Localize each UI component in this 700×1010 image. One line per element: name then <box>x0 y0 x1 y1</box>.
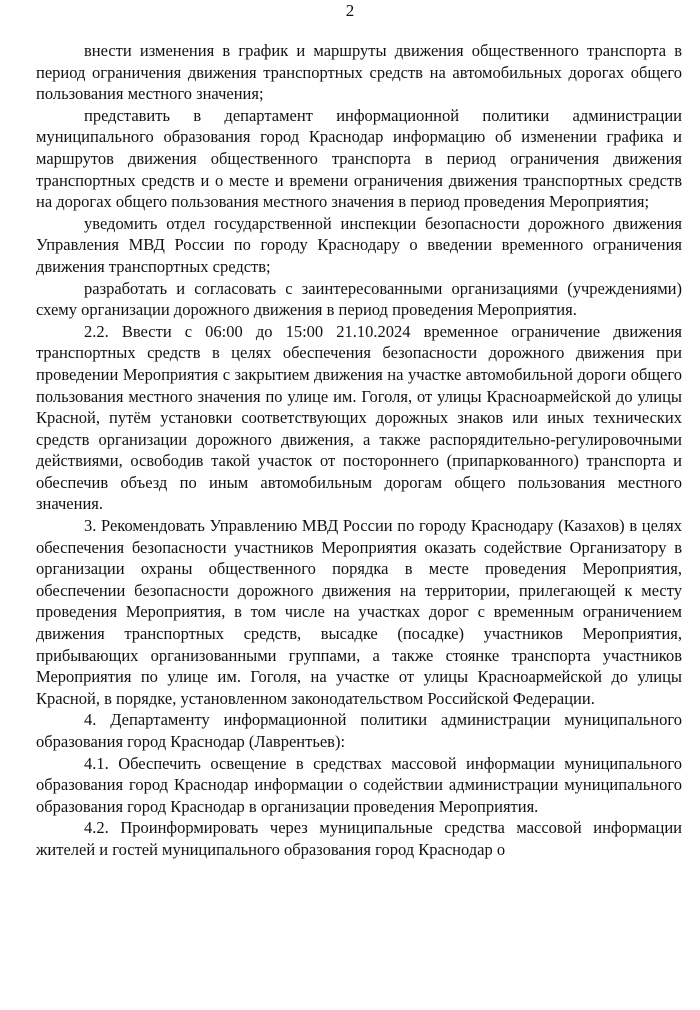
document-body <box>36 40 682 859</box>
paragraph-inform-department: представить в департамент информационной политики администрации муниципального образования город Краснодар информацию об изменении графика и маршрутов движения общественного транспорта в период ограничения движения транспортных средств и о месте и времени ограничения движения транспортных средств на дорогах общего пользования местного значения в период проведения Мероприятия; <box>36 105 682 212</box>
paragraph-4-2-inform: 4.2. Проинформировать через муниципальные средства массовой информации жителей и гостей муниципального образования город Краснодар о <box>36 818 682 859</box>
paragraph-notify-traffic-police: уведомить отдел государственной инспекции безопасности дорожного движения Управления МВД России по городу Краснодару о введении временного ограничения движения транспортных средств; <box>36 213 682 276</box>
paragraph-2-2-restriction: 2.2. Ввести с 06:00 до 15:00 21.10.2024 временное ограничение движения транспортных средств в целях обеспечения безопасности дорожного движения при проведении Мероприятия с закрытием движения на участке автомобильной дороги общего пользования местного значения по улице им. Гоголя, от улицы Красноармейской до улицы Красной, путём установки соответствующих дорожных знаков или иных технических средств организации дорожного движения, а также распорядительно-регулировочными действиями, освободив такой участок от постороннего (припаркованного) транспорта и обеспечив объезд по иным автомобильным дорогам общего пользования местного значения. <box>36 321 682 514</box>
paragraph-3-police: 3. Рекомендовать Управлению МВД России по городу Краснодару (Казахов) в целях обеспечения безопасности участников Мероприятия оказать содействие Организатору в организации охраны общественного порядка в месте проведения Мероприятия, обеспечении безопасности дорожного движения на территории, прилегающей к месту проведения Мероприятия, в том числе на участках дорог с временным ограничением движения транспортных средств, высадке (посадке) участников Мероприятия, прибывающих организованными группами, а также стоянке транспорта участников Мероприятия по улице им. Гоголя, на участке от улицы Красноармейской до улицы Красной, в порядке, установленном законодательством Российской Федерации. <box>36 516 682 708</box>
paragraph-traffic-scheme: разработать и согласовать с заинтересованными организациями (учреждениями) схему организации дорожного движения в период проведения Мероприятия. <box>36 278 682 320</box>
paragraph-4-1-media: 4.1. Обеспечить освещение в средствах массовой информации муниципального образования город Краснодар информации о содействии администрации муниципального образования город Краснодар в организации проведения Мероприятия. <box>36 753 682 816</box>
page-number: 2 <box>345 1 355 20</box>
paragraph-4-info-policy: 4. Департаменту информационной политики администрации муниципального образования город Краснодар (Лаврентьев): <box>36 710 682 751</box>
paragraph-change-schedule: внести изменения в график и маршруты движения общественного транспорта в период ограничения движения транспортных средств на автомобильных дорогах общего пользования местного значения; <box>36 41 682 104</box>
